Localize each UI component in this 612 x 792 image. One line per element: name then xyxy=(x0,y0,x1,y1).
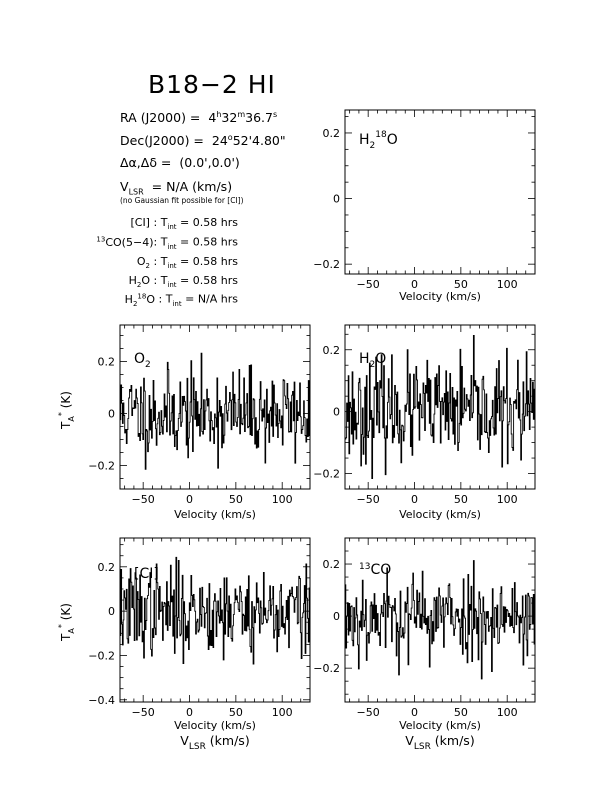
y-tick-label: −0.2 xyxy=(88,649,115,663)
x-tick-label: 50 xyxy=(453,706,468,719)
spectrum-line-co13 xyxy=(345,561,535,679)
x-tick-label: 50 xyxy=(453,278,468,291)
plot-frame xyxy=(345,110,535,274)
x-tick-label: 0 xyxy=(411,493,419,506)
y-tick-label: −0.2 xyxy=(88,459,115,473)
vlsr-value: = N/A (km/s) xyxy=(151,179,233,194)
x-tick-label: 0 xyxy=(411,706,419,719)
y-axis-label: $T_A^*$ (K) xyxy=(57,603,76,641)
x-axis-label-vlsr: $V_{LSR}$ (km/s) xyxy=(180,733,250,752)
plot-frame xyxy=(120,325,310,489)
species-label-co13: $^{13}$CO xyxy=(359,562,392,578)
ra-label: RA (J2000) = xyxy=(120,110,201,126)
species-label-h2o: $H_2O$ xyxy=(359,351,387,370)
y-tick-label: 0 xyxy=(333,192,340,206)
offset-label: Δα,Δδ = xyxy=(120,155,172,170)
y-tick-label: 0.2 xyxy=(97,355,115,369)
x-axis-label-vlsr: $V_{LSR}$ (km/s) xyxy=(405,733,475,752)
y-tick-label: 0 xyxy=(333,405,340,419)
fit-note: (no Gaussian fit possible for [CI]) xyxy=(120,196,244,205)
x-tick-label: 100 xyxy=(496,706,518,719)
y-tick-label: 0.2 xyxy=(322,558,340,572)
species-label-ci: [CI] xyxy=(134,566,159,582)
vlsr-line: $V_{LSR} = N/A$ (km/s) xyxy=(120,179,233,197)
x-tick-label: −50 xyxy=(356,278,380,291)
tint-o2: $O_2$ : $T_{int} = 0.58$ hrs xyxy=(136,255,238,271)
panel-o2 xyxy=(57,325,310,521)
x-tick-label: −50 xyxy=(356,493,380,506)
spectrum-line-o2 xyxy=(120,353,310,469)
x-tick-label: 0 xyxy=(186,493,194,506)
x-tick-label: −50 xyxy=(356,706,380,719)
panel-h218o xyxy=(313,110,535,303)
y-tick-label: 0.2 xyxy=(97,560,115,574)
page-title: B18−2 HI xyxy=(148,70,276,99)
tint-h218o: $H_2^{18}O$ : $T_{int} = N/A$ hrs xyxy=(124,292,238,308)
dec-value: 24$^o$52'4.80" xyxy=(211,133,286,149)
x-tick-label: 50 xyxy=(228,493,243,506)
x-tick-label: 100 xyxy=(271,706,293,719)
x-tick-label: −50 xyxy=(131,706,155,719)
x-axis-label: Velocity (km/s) xyxy=(174,508,256,521)
y-tick-label: −0.2 xyxy=(313,467,340,481)
panel-co13 xyxy=(313,538,535,752)
y-tick-label: 0.2 xyxy=(322,126,340,140)
dec-label: Dec(J2000) = xyxy=(120,133,204,149)
x-tick-label: 50 xyxy=(228,706,243,719)
y-tick-label: −0.2 xyxy=(313,662,340,676)
y-axis-label: $T_A^*$ (K) xyxy=(57,391,76,429)
y-tick-label: 0.2 xyxy=(322,343,340,357)
x-axis-label: Velocity (km/s) xyxy=(399,290,481,303)
x-tick-label: 0 xyxy=(186,706,194,719)
panel-ci xyxy=(57,538,310,752)
tint-h2o: $H_2O$ : $T_{int} = 0.58$ hrs xyxy=(128,274,238,290)
x-tick-label: −50 xyxy=(131,493,155,506)
x-tick-label: 50 xyxy=(453,493,468,506)
y-tick-label: −0.4 xyxy=(88,693,115,707)
offset-value: (0.0',0.0') xyxy=(179,155,240,170)
tint-13co: $^{13}$CO(5−4): $T_{int} = 0.58$ hrs xyxy=(96,235,238,251)
y-tick-label: −0.2 xyxy=(313,258,340,272)
x-tick-label: 100 xyxy=(496,278,518,291)
species-label-h218o: $H_2^{18}O$ xyxy=(359,130,398,151)
species-label-o2: $O_2$ xyxy=(134,351,151,370)
tint-ci: [CI] : $T_{int} = 0.58$ hrs xyxy=(130,216,238,232)
panel-h2o xyxy=(313,325,535,521)
y-tick-label: 0 xyxy=(108,605,115,619)
x-axis-label: Velocity (km/s) xyxy=(399,508,481,521)
x-axis-label: Velocity (km/s) xyxy=(399,719,481,732)
ra-value: 4$^h$32$^m$36.7$^s$ xyxy=(208,110,278,126)
x-axis-label: Velocity (km/s) xyxy=(174,719,256,732)
y-tick-label: 0 xyxy=(333,610,340,624)
x-tick-label: 0 xyxy=(411,278,419,291)
spectrum-line-h2o xyxy=(345,336,535,479)
x-tick-label: 100 xyxy=(496,493,518,506)
x-tick-label: 100 xyxy=(271,493,293,506)
y-tick-label: 0 xyxy=(108,407,115,421)
